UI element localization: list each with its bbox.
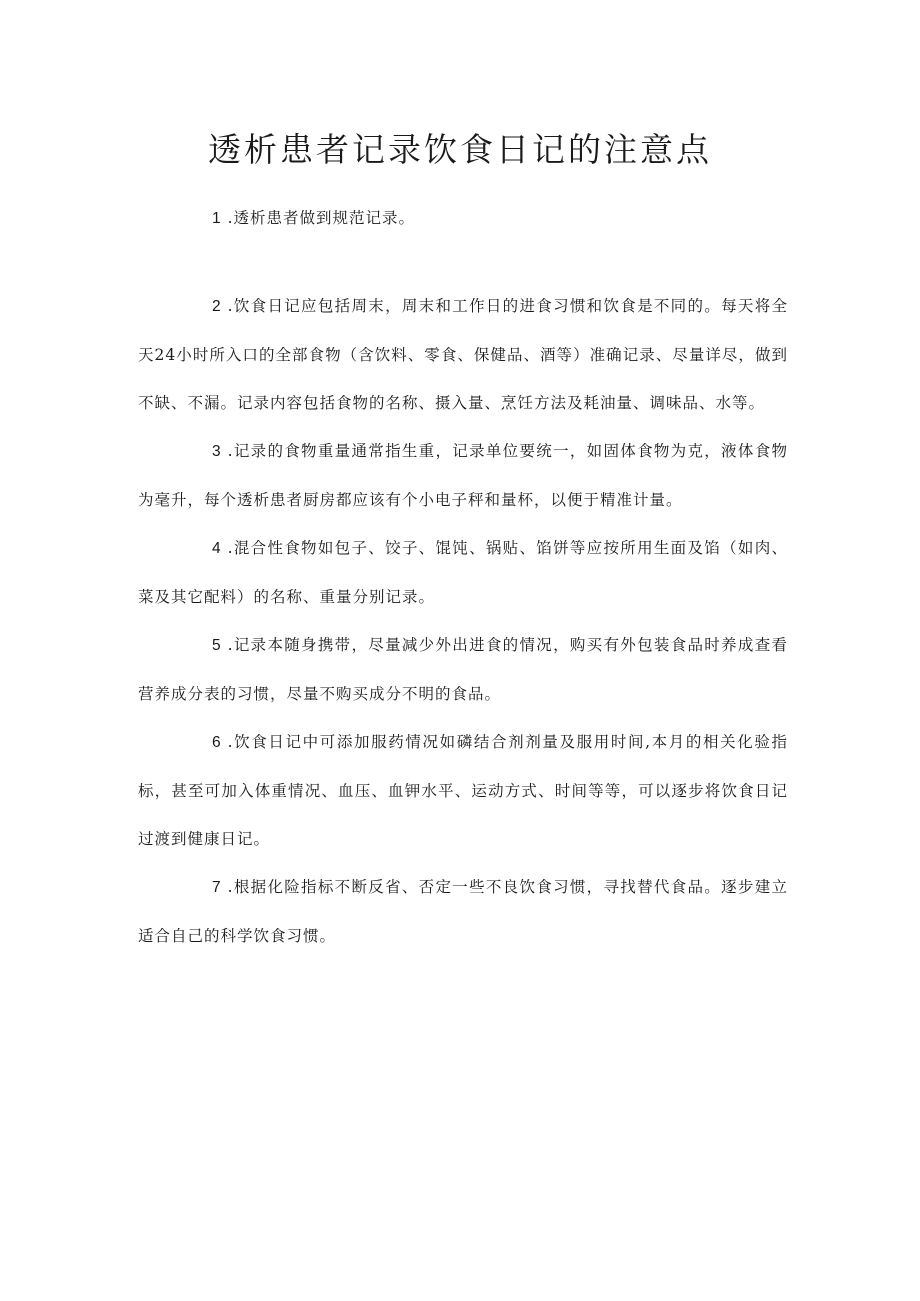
item-number: 5 [212, 637, 222, 654]
items-block [138, 282, 788, 960]
list-item [138, 718, 788, 863]
item-1-block [138, 194, 788, 243]
item-number: 6 [212, 734, 222, 751]
item-text: .透析患者做到规范记录。 [227, 209, 416, 227]
item-number: 3 [212, 443, 222, 460]
item-text: .记录的食物重量通常指生重，记录单位要统一，如固体食物为克，液体食物为毫升，每个透析患者厨房都应该有个小电子秤和量杯，以便于精准计量。 [138, 442, 788, 509]
item-text: .根据化险指标不断反省、否定一些不良饮食习惯，寻找替代食品。逐步建立适合自己的科学饮食习惯。 [138, 878, 788, 945]
list-item [138, 621, 788, 718]
item-text: .记录本随身携带，尽量减少外出进食的情况，购买有外包装食品时养成查看营养成分表的习惯，尽量不购买成分不明的食品。 [138, 636, 788, 703]
item-text: .饮食日记中可添加服药情况如磷结合剂剂量及服用时间,本月的相关化验指标，甚至可加入体重情况、血压、血钾水平、运动方式、时间等等，可以逐步将饮食日记过渡到健康日记。 [138, 733, 788, 848]
item-number: 7 [212, 879, 222, 896]
item-number: 1 [212, 210, 222, 227]
item-number: 4 [212, 540, 222, 557]
list-item [138, 282, 788, 427]
list-item [138, 863, 788, 960]
item-text: .混合性食物如包子、饺子、馄饨、锅贴、馅饼等应按所用生面及馅（如肉、菜及其它配料）的名称、重量分别记录。 [138, 539, 788, 606]
list-item [138, 194, 788, 243]
list-item [138, 524, 788, 621]
list-item [138, 427, 788, 524]
item-text: .饮食日记应包括周末，周末和工作日的进食习惯和饮食是不同的。每天将全天24小时所入口的全部食物（含饮料、零食、保健品、酒等）准确记录、尽量详尽，做到不缺、不漏。记录内容包括食物的名称、摄入量、烹饪方法及耗油量、调味品、水等。 [138, 297, 788, 412]
item-number: 2 [212, 298, 222, 315]
page-title: 透析患者记录饮食日记的注意点 [208, 130, 712, 169]
